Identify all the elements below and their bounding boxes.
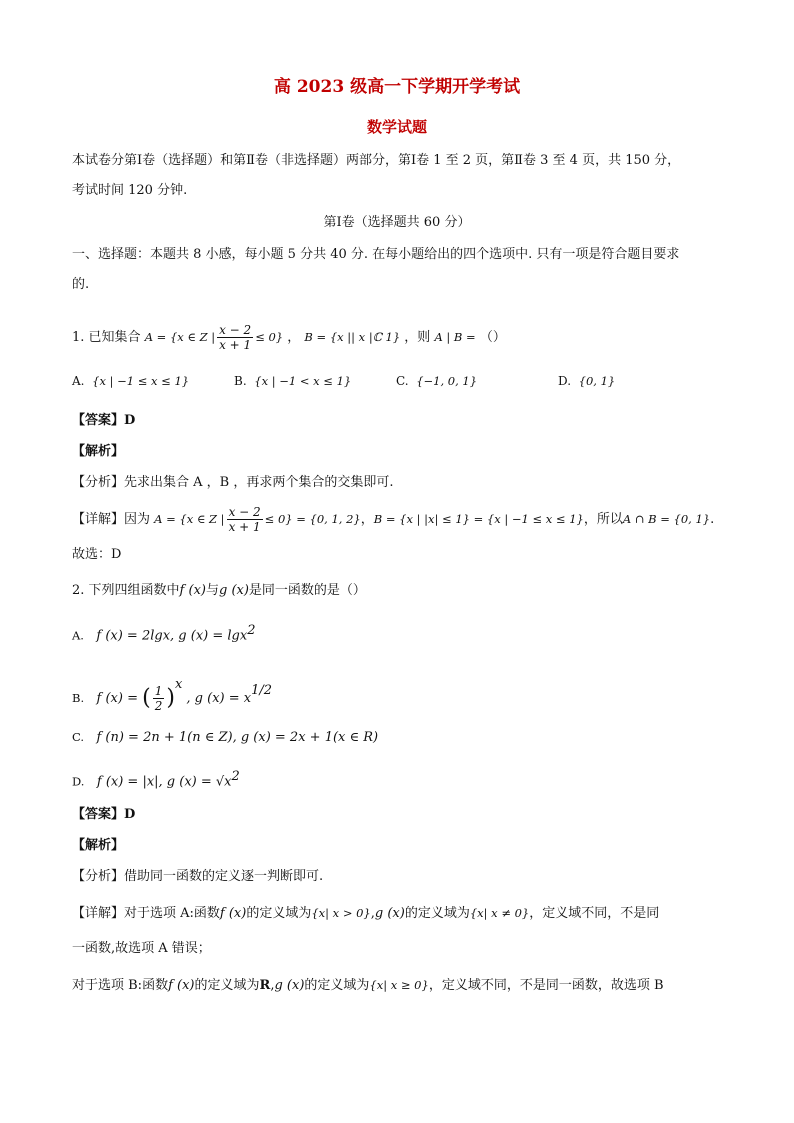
q1-detail-setA-den: x + 1 [228,520,261,534]
q2-option-c-label: C. [72,730,85,744]
q1-option-c [396,374,477,388]
q2-with: 与 [205,583,219,598]
q2-option-b-paren-open: ( [142,685,151,711]
q1-setA-den: x + 1 [219,338,252,352]
exam-subtitle: 数学试题 [366,118,427,136]
q1-detail-prefix: 【详解】因为 [72,512,151,527]
q2-detail3-e: ，定义域不同，不是同一函数，故选项 B [428,978,664,993]
q1-detail-setA-left: A = {x ∈ Z | [154,512,225,526]
q2-detail-2: 一函数,故选项 A 错误； [72,941,211,956]
question-1-stem [72,320,732,355]
q1-setA-fraction [217,323,253,352]
q1-setA-num: x − 2 [219,323,252,337]
q2-detail1-d: 的定义域为 [404,906,470,921]
q2-stem-suffix: 是同一函数的是（） [248,583,366,598]
q2-detail3-R: R [259,978,271,993]
q2-option-d [72,768,732,791]
q1-answer: 【答案】D [72,413,136,428]
q2-option-c [72,728,732,747]
q2-detail1-dom2: {x| x ≠ 0} [469,906,530,920]
q1-option-c-text: {−1, 0, 1} [416,374,478,388]
q1-detail-setB: B = {x | |x| ≤ 1} = {x | −1 ≤ x ≤ 1} [373,512,584,526]
q2-detail3-gx: g (x) [274,978,305,993]
q1-option-a-label: A. [72,374,85,388]
q2-detail1-gx: g (x) [374,906,405,921]
q2-detail1-b: 的定义域为 [246,906,312,921]
q1-setB: B = {x || x |ℂ 1} [304,330,401,344]
q1-prefix: 1. 已知集合 [72,330,141,345]
section-heading: 第Ⅰ卷（选择题共 60 分） [323,215,471,230]
q1-option-d [558,374,615,388]
q1-detail-comma: ， [360,512,374,527]
q1-option-a-text: {x | −1 ≤ x ≤ 1} [92,374,190,388]
q1-detail-setA-fraction [227,505,263,534]
question-2-stem [72,582,732,600]
section-instruction-2: 的. [72,277,90,292]
q2-option-b-left: f (x) = [96,691,138,706]
q1-setA-left: A = {x ∈ Z | [144,330,216,344]
q2-option-b-fraction [153,684,165,713]
q2-detail3-a: 对于选项 B:函数 [72,978,169,993]
q1-option-a [72,374,189,388]
q1-paren: （） [479,330,506,345]
q2-detail3-fx: f (x) [168,978,195,993]
q1-detail [72,502,732,537]
q2-fx: f (x) [179,583,206,598]
q2-detail3-c: , [270,978,275,993]
q2-option-b [72,668,732,716]
q1-choose: 故选：D [72,547,122,562]
q2-detail3-d: 的定义域为 [304,978,370,993]
q1-detail-setA-num: x − 2 [228,505,261,519]
q1-fenxi: 【分析】先求出集合 A ，B ，再求两个集合的交集即可. [72,475,394,490]
q1-option-b [234,374,351,388]
q2-gx: g (x) [218,583,249,598]
q1-detail-result: A ∩ B = {0, 1} [622,512,711,526]
q2-option-d-text: f (x) = |x|, g (x) = √x [96,774,232,790]
q2-option-b-right: , g (x) = x [186,691,252,706]
q2-option-b-num: 1 [154,684,163,698]
q2-option-a-text: f (x) = 2lgx, g (x) = lgx [96,628,248,644]
q1-option-c-label: C. [396,374,409,388]
q1-setA-right: ≤ 0} [255,330,284,344]
q2-detail1-e: ，定义域不同，不是同 [529,906,660,921]
intro-line-1: 本试卷分第Ⅰ卷（选择题）和第Ⅱ卷（非选择题）两部分，第Ⅰ卷 1 至 2 页，第Ⅱ卷 3 至 4 页，共 150 分， [72,153,681,168]
q2-option-c-text: f (n) = 2n + 1(n ∈ Z), g (x) = 2x + 1(x ∈ R) [96,730,379,745]
q2-detail1-c: , [370,906,375,921]
q2-fenxi: 【分析】借助同一函数的定义逐一判断即可. [72,869,324,884]
q1-comma: ， [287,330,301,345]
q2-option-a [72,622,732,645]
q1-option-d-text: {0, 1} [578,374,616,388]
q2-option-a-sup: 2 [247,623,256,638]
intro-line-2: 考试时间 120 分钟. [72,183,188,198]
q2-option-b-label: B. [72,691,85,705]
q1-detail-end: . [710,512,715,527]
section-instruction-1: 一、选择题：本题共 8 小感，每小题 5 分共 40 分. 在每小题给出的四个选项中. 只有一项是符合题目要求 [72,247,680,262]
q2-option-a-label: A. [72,628,84,643]
q2-option-b-sup: 1/2 [251,683,273,698]
q1-ask: A | B = [434,330,476,344]
q2-stem-prefix: 2. 下列四组函数中 [72,583,180,598]
q2-option-d-sup: 2 [231,769,240,784]
q2-option-b-den: 2 [154,699,163,713]
q2-detail-3 [72,976,732,995]
q2-detail1-dom1: {x| x > 0} [311,906,371,920]
q1-option-d-label: D. [558,374,572,388]
q1-option-b-text: {x | −1 < x ≤ 1} [254,374,352,388]
q1-detail-so: ，所以 [583,512,623,527]
q1-analysis-heading: 【解析】 [72,444,125,459]
q2-detail3-dom: {x| x ≥ 0} [369,978,429,992]
q2-answer: 【答案】D [72,807,136,822]
q2-analysis-heading: 【解析】 [72,838,125,853]
q1-detail-setA-right: ≤ 0} = {0, 1, 2} [264,512,361,526]
q2-detail3-b: 的定义域为 [194,978,260,993]
q1-then: ，则 [404,330,431,345]
q2-option-b-supx: x [174,677,183,692]
q2-detail1-a: 【详解】对于选项 A:函数 [72,906,220,921]
exam-title: 高 2023 级高一下学期开学考试 [273,77,521,97]
q2-detail-1 [72,904,732,923]
q2-option-b-paren-close: ) [166,685,175,711]
q2-option-d-label: D. [72,774,85,789]
q2-detail1-fx: f (x) [219,906,247,921]
q1-option-b-label: B. [234,374,247,388]
